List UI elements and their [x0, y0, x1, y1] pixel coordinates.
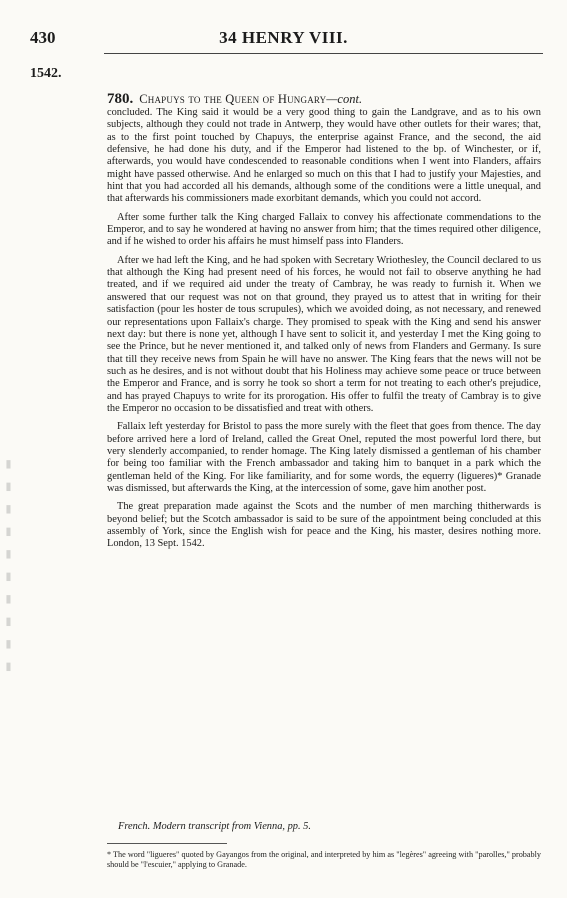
entry-title: Chapuys to the Queen of Hungary: [139, 92, 327, 106]
paragraph: concluded. The King said it would be a very good thing to gain the Landgrave, and as to his own subjects, although they could not trade in Antwerp, they would have other outlets for their wares; that, as to the first point touched by Chapuys, the enterprise against France, and the second, the aid defensive, he had done his duty, and if the Emperor had listened to the bp. of Winchester, or if, afterwards, you would have condescended to reasonable conditions when I went into Flanders, affairs might have passed otherwise. And he enlarged so much on this that I had to justify your Majesties, and hint that you had accorded all his demands, although some of the conditions were a little unequal, and that afterwards his commissioners made exorbitant demands, which you could not accord.: [107, 107, 541, 205]
header-rule: [104, 53, 543, 54]
footnote: * The word "ligueres" quoted by Gayangos from the original, and interpreted by him as "legères" agreeing with "parolles," probably should be "l'escuier," applying to Granade.: [107, 850, 541, 869]
paragraph: Fallaix left yesterday for Bristol to pass the more surely with the fleet that goes from thence. The day before arrived here a lord of Ireland, called the Great Onel, reputed the most powerful lord there, but very slenderly accompanied, to render homage. The King lately dismissed a gentleman of his chamber for being too familiar with the French ambassador and taking him to banquet in a park which the gentleman held of the King. For like familiarity, and for some words, the equerry (ligueres)* Granade was dismissed, but afterwards the King, at the intercession of some, gave him another post.: [107, 421, 541, 494]
page-number: 430: [30, 28, 56, 47]
footnote-rule: [107, 843, 227, 844]
entry-number: 780.: [107, 91, 134, 107]
running-head: 34 HENRY VIII.: [219, 28, 348, 47]
margin-year: 1542.: [30, 66, 62, 81]
paragraph: The great preparation made against the Scots and the number of men marching thitherwards is beyond belief; but the Scotch ambassador is said to be sure of the appointment being concluded at this assembly of York, since the English wish for peace and the King, his master, desires nothing more. London, 13 Sept. 1542.: [107, 501, 541, 550]
body-text: [107, 107, 541, 557]
source-note: French. Modern transcript from Vienna, pp. 5.: [118, 821, 311, 832]
entry-heading: [107, 91, 362, 108]
entry-continued: —cont.: [326, 92, 363, 106]
paragraph: After we had left the King, and he had spoken with Secretary Wriothesley, the Council declared to us that although the King had present need of his forces, he would not fail to observe anything he had treated, and if we required aid under the treaty of Cambray, he was ready to furnish it. When we answered that our request was not on that ground, they prayed us to attest that in writing for their satisfaction (pour les hoster de tous scrupules), which we avoided doing, as not necessary, and renewed our representations upon Fallaix's charge. They promised to speak with the King and send his answer next day: but there is none yet, although I have sent to solicit it, and yesterday I met the King going to see the Prince, but he never mentioned it, and talked only of news from Flanders and Germany. Is sure that till they receive news from Spain he will have no answer. The King fears that the news will not be such as he desires, and is not without doubt that his Holiness may achieve some peace or truce between the Emperor and France, and is sorry he took so short a term for not treating to each other's prejudice, and has prayed Chapuys to write for its prorogation. His offer to fulfil the treaty of Cambray is to give the Emperor no occasion to be dissatisfied and treat with others.: [107, 254, 541, 414]
paragraph: After some further talk the King charged Fallaix to convey his affectionate commendations to the Emperor, and to say he wondered at having no answer from him; that the times required other diligence, and if he wished to order his affairs he must himself pass into Flanders.: [107, 211, 541, 248]
library-stamp-watermark: ▮ ▮ ▮ ▮ ▮ ▮ ▮ ▮ ▮ ▮: [2, 455, 15, 675]
